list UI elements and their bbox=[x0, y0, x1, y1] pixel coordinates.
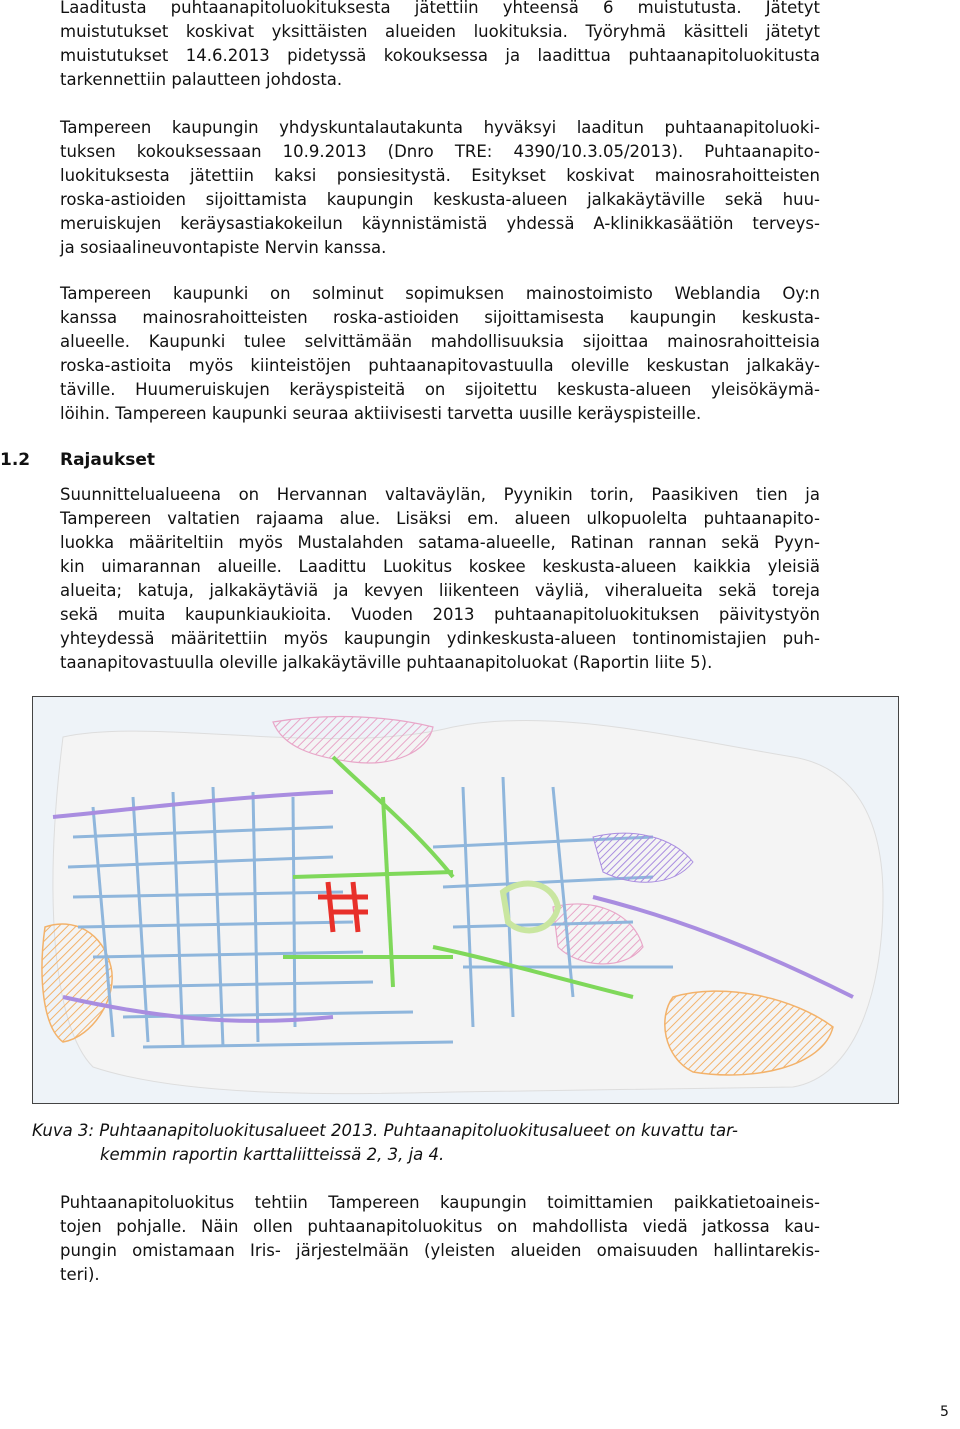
text-line: roska-astioiden sijoittamista kaupungin keskusta-alueen jalkakäytäville sekä huu- bbox=[60, 190, 820, 209]
text-line: luokka määriteltiin myös Mustalahden satama-alueelle, Ratinan rannan sekä Pyyn- bbox=[60, 533, 820, 552]
text-line: Puhtaanapitoluokitus tehtiin Tampereen kaupungin toimittamien paikkatietoaineis- bbox=[60, 1193, 820, 1212]
section-number: 1.2 bbox=[0, 450, 31, 470]
text-line: tojen pohjalle. Näin ollen puhtaanapitoluokitus on mahdollista viedä jatkossa kau- bbox=[60, 1217, 820, 1236]
caption-line: kemmin raportin karttaliitteissä 2, 3, ja 4. bbox=[100, 1145, 445, 1164]
text-line: tarkennettiin palautteen johdosta. bbox=[60, 70, 343, 89]
text-line: alueelle. Kaupunki tulee selvittämään mahdollisuuksia sijoittaa mainosrahoitteisia bbox=[60, 332, 820, 351]
paragraph-feedback bbox=[60, 0, 820, 92]
text-line: muistutukset koskivat yksittäisten alueiden luokituksia. Työryhmä käsitteli jätetyt bbox=[60, 22, 820, 41]
text-line: roska-astioita myös kiinteistöjen puhtaanapitovastuulla oleville keskustan jalkakäy- bbox=[60, 356, 820, 375]
section-title: Rajaukset bbox=[60, 450, 156, 470]
text-line: Tampereen valtatien rajaama alue. Lisäksi em. alueen ulkopuolelta puhtaanapito- bbox=[60, 509, 820, 528]
text-line: ja sosiaalineuvontapiste Nervin kanssa. bbox=[60, 238, 387, 257]
paragraph-weblandia bbox=[60, 282, 820, 426]
text-line: sekä muita kaupunkiaukioita. Vuoden 2013 puhtaanapitoluokituksen päivitystyön bbox=[60, 605, 820, 624]
figure-caption bbox=[32, 1119, 832, 1167]
text-line: luokituksesta jätettiin kaksi ponsiesitystä. Esitykset koskivat mainosrahoitteisten bbox=[60, 166, 820, 185]
text-line: muistutukset 14.6.2013 pidetyssä kokouksessa ja laadittua puhtaanapitoluokitusta bbox=[60, 46, 820, 65]
text-line: Tampereen kaupungin yhdyskuntalautakunta hyväksyi laaditun puhtaanapitoluoki- bbox=[60, 118, 820, 137]
text-line: taanapitovastuulla oleville jalkakäytäville puhtaanapitoluokat (Raportin liite 5). bbox=[60, 653, 713, 672]
text-line: meruiskujen keräysastiakokeilun käynnistämistä yhdessä A-klinikkasäätiön terveys- bbox=[60, 214, 820, 233]
text-line: yhteydessä määritettiin myös kaupungin ydinkeskusta-alueen tontinomistajien puh- bbox=[60, 629, 820, 648]
text-line: tuksen kokouksessaan 10.9.2013 (Dnro TRE: 4390/10.3.05/2013). Puhtaanapito- bbox=[60, 142, 820, 161]
paragraph-scope bbox=[60, 483, 820, 675]
text-line: Tampereen kaupunki on solminut sopimuksen mainostoimisto Weblandia Oy:n bbox=[60, 284, 820, 303]
map-graphic bbox=[33, 697, 898, 1103]
cleaning-class-map bbox=[32, 696, 899, 1104]
caption-line: Kuva 3: Puhtaanapitoluokitusalueet 2013. Puhtaanapitoluokitusalueet on kuvattu tar- bbox=[32, 1121, 738, 1140]
text-line: alueita; katuja, jalkakäytäviä ja kevyen liikenteen väyliä, viheralueita sekä toreja bbox=[60, 581, 820, 600]
text-line: pungin omistamaan Iris- järjestelmään (yleisten alueiden omaisuuden hallintarekis- bbox=[60, 1241, 820, 1260]
text-line: löihin. Tampereen kaupunki seuraa aktiivisesti tarvetta uusille keräyspisteille. bbox=[60, 404, 702, 423]
paragraph-gis bbox=[60, 1191, 820, 1287]
text-line: kanssa mainosrahoitteisten roska-astioiden sijoittamisesta kaupungin keskusta- bbox=[60, 308, 820, 327]
text-line: täville. Huumeruiskujen keräyspisteitä on sijoitettu keskusta-alueen yleisökäymä- bbox=[60, 380, 820, 399]
text-line: kin uimarannan alueille. Laadittu Luokitus koskee keskusta-alueen kaikkia yleisiä bbox=[60, 557, 820, 576]
text-line: teri). bbox=[60, 1265, 100, 1284]
paragraph-approval bbox=[60, 116, 820, 260]
text-line: Suunnittelualueena on Hervannan valtaväylän, Pyynikin torin, Paasikiven tien ja bbox=[60, 485, 820, 504]
text-line: Laaditusta puhtaanapitoluokituksesta jätettiin yhteensä 6 muistutusta. Jätetyt bbox=[60, 0, 820, 17]
page-number: 5 bbox=[940, 1404, 949, 1420]
